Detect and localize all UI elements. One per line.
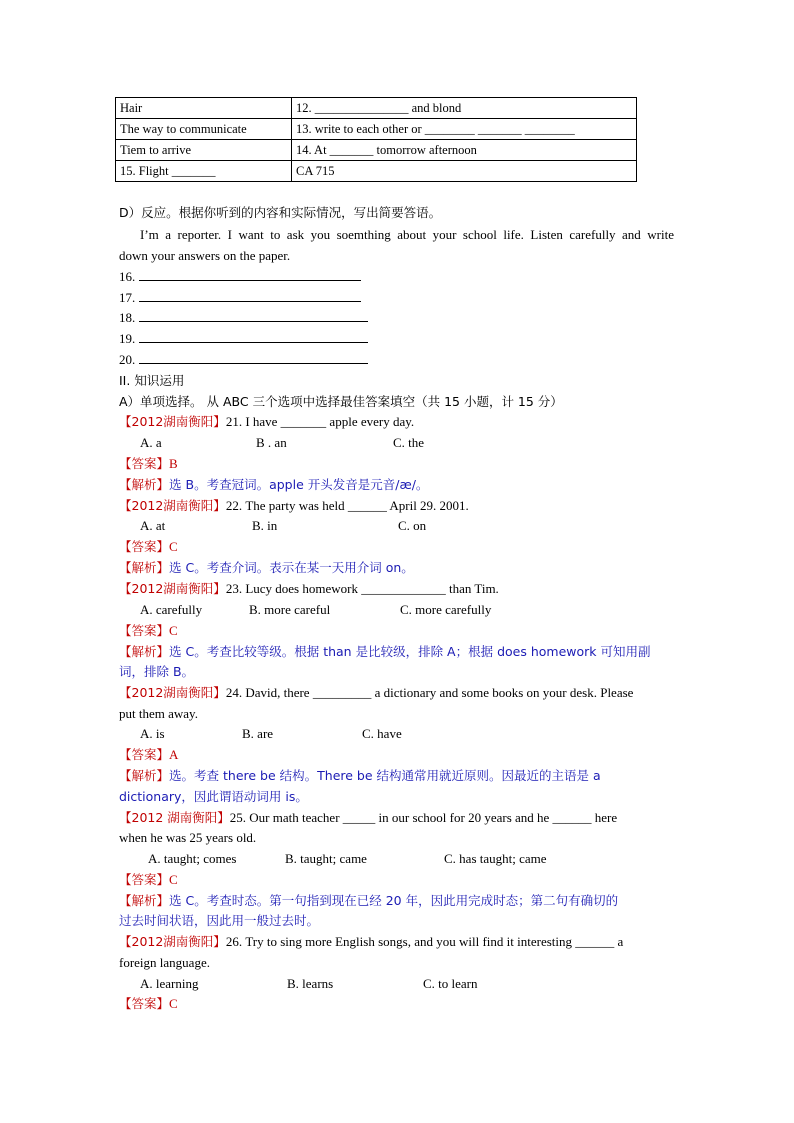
option-c: C. to learn bbox=[423, 976, 478, 991]
table-cell: 12. _______________ and blond bbox=[292, 98, 637, 119]
option-b: B. taught; came bbox=[285, 851, 367, 866]
table-cell: Tiem to arrive bbox=[116, 140, 292, 161]
answer-line-17: 17. bbox=[119, 288, 361, 308]
answer-25: 【答案】C bbox=[119, 872, 178, 887]
table-row bbox=[116, 161, 637, 182]
question-22: 【2012湖南衡阳】22. The party was held ______ April 29. 2001. bbox=[119, 498, 469, 513]
option-b: B. in bbox=[252, 518, 278, 533]
option-a: A. at bbox=[140, 518, 166, 533]
blank-line[interactable] bbox=[139, 309, 368, 322]
answer-22: 【答案】C bbox=[119, 539, 178, 554]
option-a: A. is bbox=[140, 726, 165, 741]
option-c: C. the bbox=[393, 435, 425, 450]
answer-21: 【答案】B bbox=[119, 456, 178, 471]
table-cell: 15. Flight _______ bbox=[116, 161, 292, 182]
source-tag: 【2012湖南衡阳】 bbox=[119, 581, 226, 596]
section-d-intro: I’m a reporter. I want to ask you soemthing about your school life. Listen carefully and write bbox=[140, 227, 674, 242]
option-a: A. carefully bbox=[140, 602, 203, 617]
answer-line-20: 20. bbox=[119, 350, 368, 370]
section-d-intro-cont: down your answers on the paper. bbox=[119, 248, 291, 263]
source-tag: 【2012湖南衡阳】 bbox=[119, 414, 226, 429]
option-a: A. taught; comes bbox=[148, 851, 237, 866]
analysis-25-cont: 过去时间状语，因此用一般过去时。 bbox=[119, 913, 320, 928]
option-c: C. have bbox=[362, 726, 402, 741]
analysis-24: 【解析】选。考查 there be 结构。There be 结构通常用就近原则。因最近的主语是 a bbox=[119, 768, 601, 783]
option-c: C. has taught; came bbox=[444, 851, 547, 866]
option-b: B. are bbox=[242, 726, 274, 741]
table-cell: 13. write to each other or ________ _______ ________ bbox=[292, 119, 637, 140]
option-b: B. more careful bbox=[249, 602, 331, 617]
source-tag: 【2012湖南衡阳】 bbox=[119, 934, 226, 949]
option-a: A. a bbox=[140, 435, 162, 450]
answer-line-16: 16. bbox=[119, 267, 361, 287]
blank-line[interactable] bbox=[139, 330, 368, 343]
analysis-23-cont: 词，排除 B。 bbox=[119, 664, 195, 679]
table-cell: CA 715 bbox=[292, 161, 637, 182]
question-26-cont: foreign language. bbox=[119, 955, 210, 970]
info-table bbox=[115, 97, 637, 182]
table-cell: The way to communicate bbox=[116, 119, 292, 140]
analysis-23: 【解析】选 C。考查比较等级。根据 than 是比较级，排除 A；根据 does homework 可知用副 bbox=[119, 644, 651, 659]
blank-line[interactable] bbox=[139, 268, 361, 281]
analysis-25: 【解析】选 C。考查时态。第一句指到现在已经 20 年，因此用完成时态；第二句有确切的 bbox=[119, 893, 619, 908]
question-25-cont: when he was 25 years old. bbox=[119, 830, 257, 845]
source-tag: 【2012湖南衡阳】 bbox=[119, 498, 226, 513]
question-25: 【2012 湖南衡阳】25. Our math teacher _____ in our school for 20 years and he ______ here bbox=[119, 810, 618, 825]
part-2-heading: II. 知识运用 bbox=[119, 373, 185, 388]
question-24: 【2012湖南衡阳】24. David, there _________ a dictionary and some books on your desk. Please bbox=[119, 685, 634, 700]
question-24-cont: put them away. bbox=[119, 706, 198, 721]
analysis-24-cont: dictionary，因此谓语动词用 is。 bbox=[119, 789, 308, 804]
source-tag: 【2012 湖南衡阳】 bbox=[119, 810, 230, 825]
option-c: C. more carefully bbox=[400, 602, 492, 617]
table-row bbox=[116, 140, 637, 161]
part-2-subheading: A）单项选择。 从 ABC 三个选项中选择最佳答案填空（共 15 小题，计 15 分） bbox=[119, 394, 563, 409]
table-row bbox=[116, 98, 637, 119]
question-26: 【2012湖南衡阳】26. Try to sing more English songs, and you will find it interesting ______ a bbox=[119, 934, 624, 949]
analysis-21: 【解析】选 B。考查冠词。apple 开头发音是元音/æ/。 bbox=[119, 477, 429, 492]
option-c: C. on bbox=[398, 518, 427, 533]
answer-line-19: 19. bbox=[119, 329, 368, 349]
option-b: B. learns bbox=[287, 976, 334, 991]
table-cell: 14. At _______ tomorrow afternoon bbox=[292, 140, 637, 161]
answer-line-18: 18. bbox=[119, 308, 368, 328]
option-b: B . an bbox=[256, 435, 287, 450]
section-d-heading: D）反应。根据你听到的内容和实际情况，写出简要答语。 bbox=[119, 205, 442, 220]
table-row bbox=[116, 119, 637, 140]
answer-24: 【答案】A bbox=[119, 747, 179, 762]
answer-26: 【答案】C bbox=[119, 996, 178, 1011]
question-21: 【2012湖南衡阳】21. I have _______ apple every day. bbox=[119, 414, 415, 429]
answer-23: 【答案】C bbox=[119, 623, 178, 638]
option-a: A. learning bbox=[140, 976, 199, 991]
analysis-22: 【解析】选 C。考查介词。表示在某一天用介词 on。 bbox=[119, 560, 414, 575]
question-23: 【2012湖南衡阳】23. Lucy does homework _____________ than Tim. bbox=[119, 581, 499, 596]
source-tag: 【2012湖南衡阳】 bbox=[119, 685, 226, 700]
blank-line[interactable] bbox=[139, 351, 368, 364]
table-cell: Hair bbox=[116, 98, 292, 119]
blank-line[interactable] bbox=[139, 289, 361, 302]
